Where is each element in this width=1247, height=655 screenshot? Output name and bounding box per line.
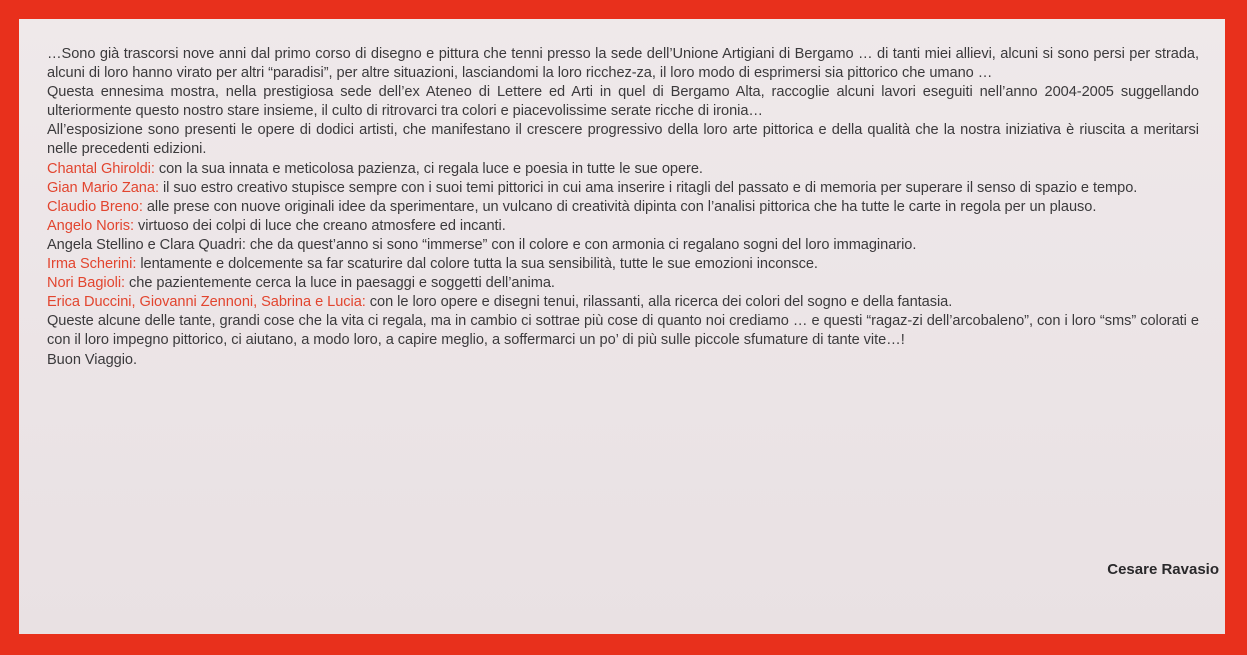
paragraph-artists <box>47 121 1199 159</box>
artist-entry <box>47 236 1199 255</box>
paragraph-text: Questa ennesima mostra, nella prestigiosa sede dell’ex Ateneo di Lettere ed Arti in quel di Bergamo Alta, raccoglie alcuni lavori eseguiti nell’anno 2004-2005 suggellando ulteriormente questo nostro stare insieme, il culto di ritrovarci tra colori e piacevolissime serate ricche di ironia… <box>47 84 1199 120</box>
artist-name: Angelo Noris: <box>47 217 134 234</box>
paragraph-closing <box>47 312 1199 350</box>
artist-entry <box>47 198 1199 217</box>
artist-entry <box>47 274 1199 293</box>
artist-name: Erica Duccini, Giovanni Zennoni, Sabrina e Lucia: <box>47 294 366 311</box>
artist-entry <box>47 160 1199 179</box>
signature: Cesare Ravasio <box>1107 561 1219 578</box>
paragraph-text: All’esposizione sono presenti le opere di dodici artisti, che manifestano il crescere progressivo della loro arte pittorica e della qualità che la nostra iniziativa è riuscita a meritarsi nelle precedenti edizioni. <box>47 122 1199 158</box>
document-body <box>47 45 1199 370</box>
artist-entry <box>47 255 1199 274</box>
paragraph-exhibition <box>47 83 1199 121</box>
paragraph-text: Buon Viaggio. <box>47 351 137 368</box>
artist-name: Gian Mario Zana: <box>47 179 159 196</box>
document-page <box>19 19 1225 634</box>
paragraph-intro <box>47 45 1199 83</box>
paragraph-farewell <box>47 351 1199 370</box>
artist-description: il suo estro creativo stupisce sempre con i suoi temi pittorici in cui ama inserire i ritagli del passato e di memoria per superare il senso di spazio e tempo. <box>158 179 1138 196</box>
artist-description: Angela Stellino e Clara Quadri: che da quest’anno si sono “immerse” con il colore e con armonia ci regalano sogni del loro immaginario. <box>47 236 917 253</box>
paragraph-text: …Sono già trascorsi nove anni dal primo corso di disegno e pittura che tenni presso la sede dell’Unione Artigiani di Bergamo … di tanti miei allievi, alcuni si sono persi per strada, alcuni di loro hanno virato per altri “paradisi”, per altre situazioni, lasciandomi la loro ricchez-za, il loro modo di esprimersi sia pittorico che umano … <box>47 46 1199 82</box>
artist-description: con la sua innata e meticolosa pazienza, ci regala luce e poesia in tutte le sue opere. <box>154 160 703 177</box>
artist-name: Chantal Ghiroldi: <box>47 160 155 177</box>
artist-name: Claudio Breno: <box>47 198 143 215</box>
artist-description: lentamente e dolcemente sa far scaturire dal colore tutta la sua sensibilità, tutte le sue emozioni inconsce. <box>136 256 818 273</box>
paragraph-text: Queste alcune delle tante, grandi cose che la vita ci regala, ma in cambio ci sottrae più cose di quanto noi crediamo … e questi “ragaz-zi dell’arcobaleno”, con i loro “sms” colorati e con il loro impegno pittorico, ci aiutano, a modo loro, a capire meglio, a soffermarci un po’ di più sulle piccole sfumature di tante vite…! <box>47 313 1199 349</box>
artist-description: virtuoso dei colpi di luce che creano atmosfere ed incanti. <box>133 217 506 234</box>
artist-description: alle prese con nuove originali idee da sperimentare, un vulcano di creatività dipinta con l’analisi pittorica che ha tutte le carte in regola per un plauso. <box>142 198 1097 215</box>
artist-name: Irma Scherini: <box>47 256 137 273</box>
artist-entry <box>47 217 1199 236</box>
artist-entry <box>47 293 1199 312</box>
artist-name: Nori Bagioli: <box>47 275 126 292</box>
artist-description: con le loro opere e disegni tenui, rilassanti, alla ricerca dei colori del sogno e della fantasia. <box>365 294 953 311</box>
artist-description: che pazientemente cerca la luce in paesaggi e soggetti dell’anima. <box>125 275 555 292</box>
artist-entry <box>47 179 1199 198</box>
